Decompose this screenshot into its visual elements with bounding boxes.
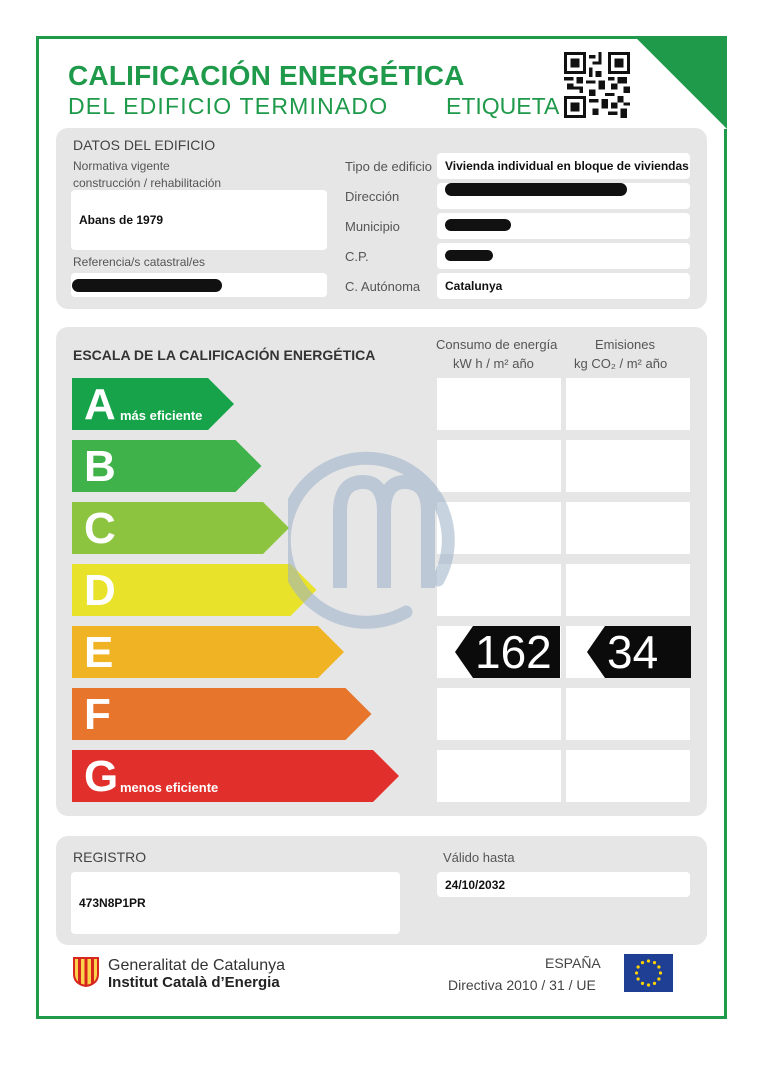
watermark-logo-icon [288, 440, 474, 630]
cp-label: C.P. [345, 249, 369, 264]
redaction-mark [445, 219, 511, 231]
title-line-2: DEL EDIFICIO TERMINADO [68, 93, 389, 119]
rating-arrow-c [72, 502, 289, 554]
rating-arrow-d [72, 564, 317, 616]
consumo-header: Consumo de energía [436, 337, 558, 352]
redaction-mark [445, 183, 627, 196]
scale-title: ESCALA DE LA CALIFICACIÓN ENERGÉTICA [73, 347, 376, 363]
emisiones-unit: kg CO₂ / m² año [574, 356, 668, 371]
autonoma-label: C. Autónoma [345, 279, 421, 294]
building-section-title: DATOS DEL EDIFICIO [73, 137, 216, 153]
emisiones-cell [566, 750, 690, 802]
autonoma-value: Catalunya [437, 273, 690, 299]
footer-org-line-1: Generalitat de Catalunya [108, 957, 285, 974]
consumo-value-tag [455, 626, 560, 678]
footer-country: ESPAÑA [545, 955, 601, 971]
consumo-cell [437, 378, 561, 430]
emisiones-cell [566, 564, 690, 616]
redaction-mark [72, 279, 222, 292]
normativa-label: Normativa vigente [73, 159, 170, 173]
rating-letter: E [84, 628, 114, 677]
rating-arrow-f [72, 688, 372, 740]
direccion-label: Dirección [345, 189, 400, 204]
registro-label: REGISTRO [73, 849, 147, 865]
rating-letter: A [84, 380, 116, 429]
rating-arrow-b [72, 440, 262, 492]
eu-flag-icon [624, 954, 673, 992]
normativa-value: Abans de 1979 [71, 190, 327, 250]
normativa-label-2: construcción / rehabilitación [73, 176, 222, 190]
emisiones-cell [566, 440, 690, 492]
tipo-edificio-value: Vivienda individual en bloque de viviendas [437, 153, 690, 179]
redaction-mark [445, 250, 493, 261]
emisiones-value-tag-number: 34 [607, 626, 659, 678]
rating-letter: G [84, 752, 119, 801]
footer-directive: Directiva 2010 / 31 / UE [448, 977, 596, 993]
referencia-label: Referencia/s catastral/es [73, 255, 206, 269]
rating-arrow-a [72, 378, 234, 430]
emisiones-value-tag [587, 626, 691, 678]
consumo-value-tag-number: 162 [475, 626, 552, 678]
consumo-cell [437, 688, 561, 740]
valido-label: Válido hasta [443, 850, 515, 865]
consumo-cell [437, 750, 561, 802]
emisiones-header: Emisiones [595, 337, 655, 352]
footer-org-line-2: Institut Català d’Energia [108, 974, 280, 991]
title-line-1: CALIFICACIÓN ENERGÉTICA [68, 60, 465, 91]
rating-letter: C [84, 504, 116, 553]
rating-letter: B [84, 442, 116, 491]
corner-fold [637, 39, 727, 129]
etiqueta-label: ETIQUETA [446, 93, 560, 119]
valido-value: 24/10/2032 [437, 872, 690, 897]
emisiones-cell [566, 378, 690, 430]
municipio-label: Municipio [345, 219, 400, 234]
emisiones-cell [566, 502, 690, 554]
qr-code-icon [564, 52, 630, 118]
rating-arrow-g [72, 750, 399, 802]
registro-value: 473N8P1PR [71, 872, 400, 934]
rating-arrow-e [72, 626, 344, 678]
consumo-unit: kW h / m² año [453, 356, 534, 371]
rating-letter: F [84, 690, 111, 739]
rating-letter: D [84, 566, 116, 615]
rating-note: menos eficiente [120, 780, 219, 795]
rating-note: más eficiente [120, 408, 203, 423]
tipo-edificio-label: Tipo de edificio [345, 159, 432, 174]
emisiones-cell [566, 688, 690, 740]
generalitat-logo-icon [72, 956, 100, 988]
